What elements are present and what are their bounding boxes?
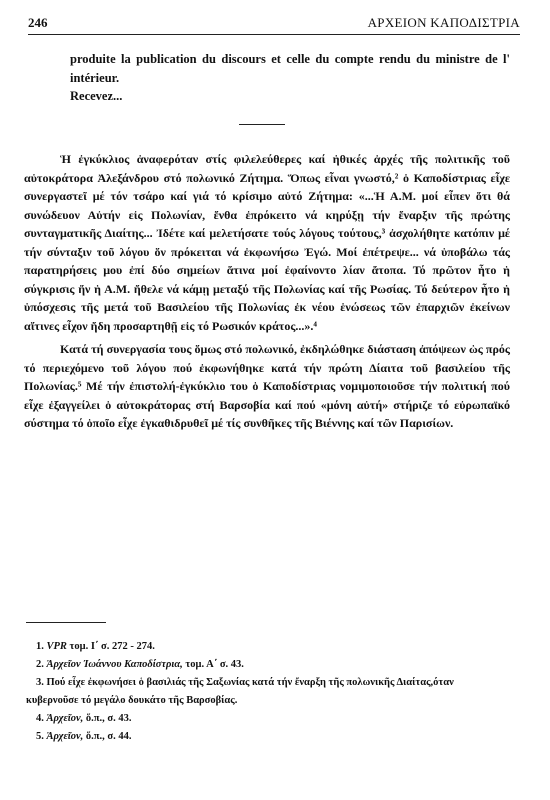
footnote-source: VPR: [46, 641, 67, 652]
footnote-2: [36, 656, 514, 674]
footnote-detail: ὅ.π., σ. 44.: [83, 731, 132, 742]
footnote-number: 3.: [36, 677, 44, 688]
footnote-number: 4.: [36, 713, 44, 724]
footnote-number: 2.: [36, 659, 44, 670]
footnote-detail: τομ. Α΄ σ. 43.: [182, 659, 244, 670]
footnotes: [26, 638, 514, 746]
footnote-5: [36, 728, 514, 746]
french-letter-ending: produite la publication du discours et celle du compte rendu du ministre de l' intérieur.: [70, 52, 510, 85]
main-text: [24, 150, 510, 433]
letter-closing: Recevez...: [70, 89, 123, 103]
footnote-detail: τομ. Ι΄ σ. 272 - 274.: [66, 641, 155, 652]
section-divider: [239, 124, 285, 125]
footnote-divider: [26, 622, 106, 623]
page-header: [28, 12, 520, 35]
footnote-number: 5.: [36, 731, 44, 742]
footnote-3: [36, 674, 514, 692]
footnote-detail: Πού εἶχε ἐκφωνήσει ὁ βασιλιάς τῆς Σαξωνίας κατά τήν ἔναρξη τῆς πολωνικῆς Διαίτας,όταν: [43, 677, 454, 688]
footnote-detail: ὅ.π., σ. 43.: [83, 713, 132, 724]
footnote-1: [36, 638, 514, 656]
footnote-source: Ἀρχεῖον Ἰωάννου Καποδίστρια,: [46, 659, 183, 670]
footnote-3-continuation: κυβερνοῦσε τό μεγάλο δουκάτο τῆς Βαρσοβίας.: [26, 695, 238, 706]
footnote-number: 1.: [36, 641, 44, 652]
footnote-4: [36, 710, 514, 728]
paragraph-2: Κατά τή συνεργασία τους ὅμως στό πολωνικό, ἐκδηλώθηκε διάσταση ἀπόψεων ὡς πρός τό περιεχόμενο τοῦ λόγου πού ἐκφωνήθηκε κατά τήν πρώτη Δίαιτα τοῦ βασιλείου τῆς Πολωνίας.⁵ Μέ τήν ἐπιστολή-ἐγκύκλιο του ὁ Καποδίστριας νομιμοποιοῦσε τήν πολιτική πού εἶχε ἐξαγγείλει ὁ αὐτοκράτορας στή Βαρσοβία καί πού «μόνη αὐτή» στήριζε τό εὐρωπαϊκό σύστημα τό ὁποῖο εἶχε ἐγκαθιδρυθεῖ μέ τίς συνθῆκες τῆς Βιέννης καί τῶν Παρισίων.: [24, 342, 510, 430]
footnote-source: Ἀρχεῖον,: [46, 731, 84, 742]
running-title: ΑΡΧΕΙΟΝ ΚΑΠΟΔΙΣΤΡΙΑ: [367, 15, 520, 30]
paragraph-1: Ἡ ἐγκύκλιος ἀναφερόταν στίς φιλελεύθερες καί ἠθικές ἀρχές τῆς πολιτικῆς τοῦ αὐτοκράτορα Ἀλεξάνδρου στό πολωνικό Ζήτημα. Ὅπως εἶναι γνωστό,² ὁ Καποδίστριας εἶχε συνεργαστεῖ μέ τόν τσάρο καί γιά τό κρίσιμο αὐτό Ζήτημα: «...Ἡ Α.Μ. μοί εἶπεν ὅτι θά συνώδευον Αὐτήν εἰς Πολωνίαν, ἔνθα ἐπρόκειτο νά κηρύξῃ τήν ἔναρξιν τῆς πρώτης συνταγματικῆς Διαίτης... Ἰδέτε καί μελετήσατε τούς λόγους τούτους,³ ἀσχολήθητε κατόπιν μέ τήν σύνταξιν τοῦ λόγου ὅν πρόκειται νά ἐκφωνήσω Ἐγώ. Μοί ἐπέτρεψε... νά ὑποβάλω τάς παρατηρήσεις μου ἐπί δύο σημείων ἅτινα μοί ἐφαίνοντο λίαν ἄτοπα. Τό πρῶτον ἦτο ἡ σύγκρισις ἥν ἡ Α.Μ. ἤθελε νά κάμῃ μεταξύ τῆς Πολωνίας καί τῆς Ρωσίας. Τό δεύτερον ἦτο ἡ ὑπόσχεσις τῆς μετά τοῦ Βασιλείου τῆς Πολωνίας ἐκ νέου ἑνώσεως τῶν ἐπαρχιῶν ἐκείνων αἵτινες εἶχον ἤδη προσαρτηθῇ εἰς τό Ρωσικόν κράτος...».⁴: [24, 152, 510, 333]
footnote-source: Ἀρχεῖον,: [46, 713, 84, 724]
page-number: 246: [28, 15, 48, 30]
